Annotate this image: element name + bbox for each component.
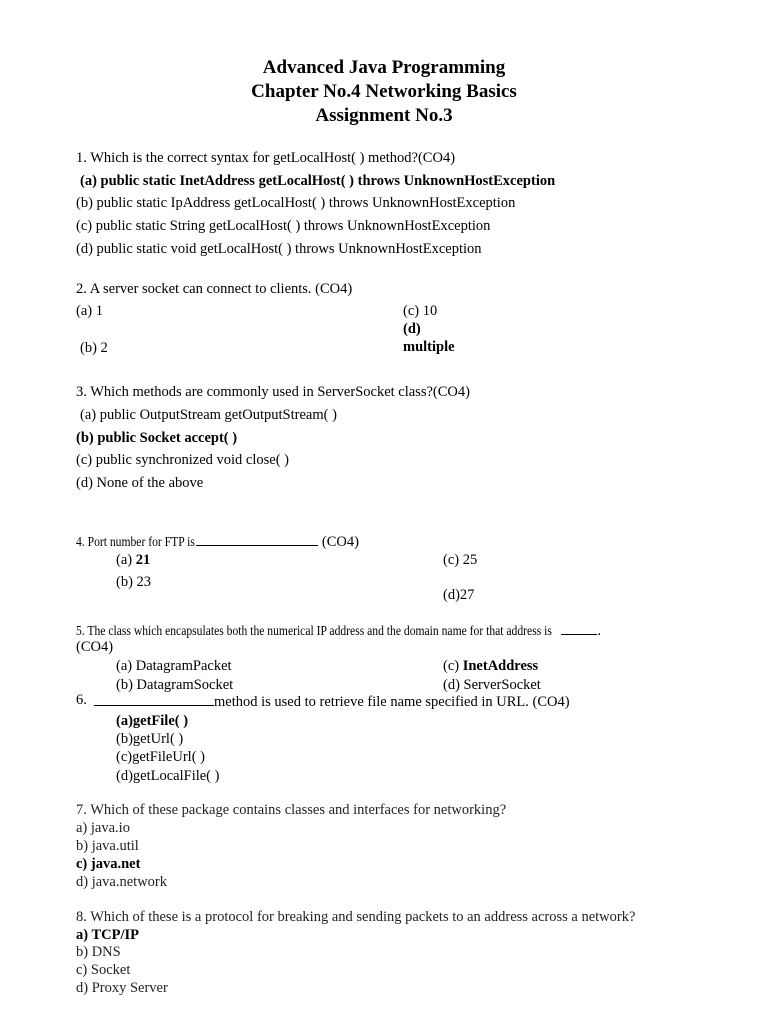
q6-blank <box>94 691 214 706</box>
q5-option-a: (a) DatagramPacket <box>116 658 232 674</box>
q4-option-a-value: 21 <box>135 552 151 568</box>
q4-co: (CO4) <box>321 534 359 550</box>
q4-question-text: 4. Port number for FTP is <box>76 534 195 549</box>
q7-option-b: b) java.util <box>76 838 139 854</box>
q6-option-a: (a)getFile( ) <box>116 713 189 729</box>
q1-question: 1. Which is the correct syntax for getLocalHost( ) method?(CO4) <box>76 150 456 166</box>
q4-question <box>76 531 359 551</box>
q5-blank <box>561 620 597 635</box>
q6-number: 6. <box>76 692 87 708</box>
q2-option-c: (c) 10 <box>403 303 438 319</box>
q8-option-b: b) DNS <box>76 944 121 960</box>
q4-option-a <box>116 551 150 569</box>
q6-question <box>94 691 570 711</box>
q3-option-c: (c) public synchronized void close( ) <box>76 452 289 468</box>
q6-option-d: (d)getLocalFile( ) <box>116 768 220 784</box>
q8-option-c: c) Socket <box>76 962 131 978</box>
q5-question <box>76 620 601 640</box>
q4-option-d: (d)27 <box>443 587 475 603</box>
q1-option-a: (a) public static InetAddress getLocalHost( ) throws UnknownHostException <box>80 173 556 189</box>
q5-option-d: (d) ServerSocket <box>443 677 541 693</box>
assignment-title: Assignment No.3 <box>315 105 453 126</box>
q4-option-b: (b) 23 <box>116 574 152 590</box>
q1-option-d: (d) public static void getLocalHost( ) throws UnknownHostException <box>76 241 482 257</box>
q4-option-c: (c) 25 <box>443 552 478 568</box>
q2-option-d-value: multiple <box>403 339 455 355</box>
chapter-title: Chapter No.4 Networking Basics <box>251 81 517 102</box>
q7-option-d: d) java.network <box>76 874 167 890</box>
q3-option-d: (d) None of the above <box>76 475 204 491</box>
q5-option-c-value: InetAddress <box>462 658 539 674</box>
q1-option-b: (b) public static IpAddress getLocalHost( ) throws UnknownHostException <box>76 195 516 211</box>
q8-question: 8. Which of these is a protocol for breaking and sending packets to an address across a network? <box>76 909 636 925</box>
q2-option-b: (b) 2 <box>80 340 108 356</box>
q6-option-c: (c)getFileUrl( ) <box>116 749 205 765</box>
q2-question: 2. A server socket can connect to clients. (CO4) <box>76 281 353 297</box>
q2-option-a: (a) 1 <box>76 303 103 319</box>
q3-option-a: (a) public OutputStream getOutputStream( ) <box>80 407 337 423</box>
q6-option-b: (b)getUrl( ) <box>116 731 184 747</box>
q8-option-d: d) Proxy Server <box>76 980 168 996</box>
q3-option-b: (b) public Socket accept( ) <box>76 430 238 446</box>
q8-option-a: a) TCP/IP <box>76 927 139 943</box>
q2-option-d-label: (d) <box>403 321 421 337</box>
q5-option-b: (b) DatagramSocket <box>116 677 234 693</box>
q4-blank <box>196 531 318 546</box>
q7-option-a: a) java.io <box>76 820 130 836</box>
q1-option-c: (c) public static String getLocalHost( ) throws UnknownHostException <box>76 218 491 234</box>
q5-option-c-label: (c) <box>443 658 463 674</box>
q5-option-c <box>443 657 538 675</box>
doc-title: Advanced Java Programming <box>262 57 506 78</box>
q7-question: 7. Which of these package contains classes and interfaces for networking? <box>76 802 507 818</box>
q4-option-a-label: (a) <box>116 552 136 568</box>
q5-question-text: 5. The class which encapsulates both the numerical IP address and the domain name for that address is <box>76 623 552 638</box>
q6-question-text: method is used to retrieve file name specified in URL. (CO4) <box>214 694 570 710</box>
q7-option-c: c) java.net <box>76 856 141 872</box>
q3-question: 3. Which methods are commonly used in ServerSocket class?(CO4) <box>76 384 470 400</box>
q5-co: (CO4) <box>76 639 114 655</box>
q5-question-end: . <box>597 623 601 639</box>
